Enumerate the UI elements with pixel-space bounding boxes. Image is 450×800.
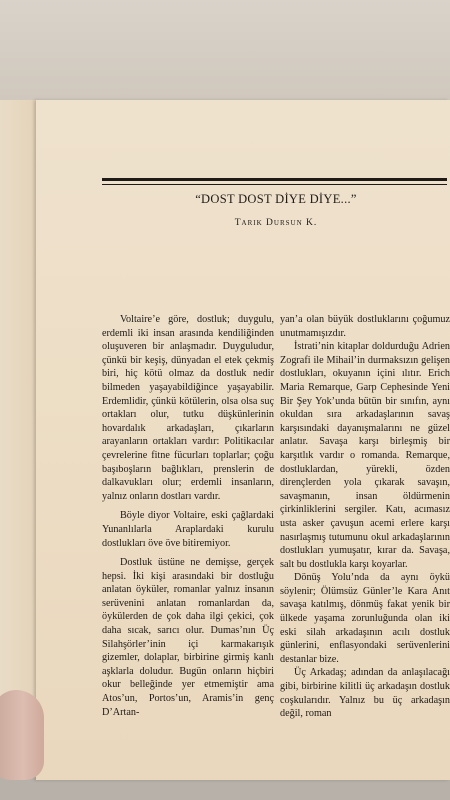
paragraph: İstrati’nin kitaplar doldurduğu Adrien Zografi ile Mihail’in durmaksızın gelişen dostlukları, okuyanın içini ılıtır. Erich Maria Remarque, Garp Cephesinde Yeni Bir Şey Yok’unda bütün bir sınıfın, aynı okuldan sıra arkadaşlarının savaş karşısındaki dayanışmalarını ne güzel anlatır. Savaşa karşı birleşmiş bir karşıtlık vardır o romanda. Remarque, dostluklardan, yürekli, özden dirençlerden yola çıkarak savaşın, savaşmanın, insan öldürmenin çirkinliklerini sergiler. Katı, acımasız usta asker çavuşun acemi erlere karşı nasırlaşmış tutumunu okul arkadaşlarının dostlukları yumuşatır, kırar da. Savaşa, salt bu dostlukla karşı koyarlar. [280,341,450,570]
right-column [280,313,450,721]
thumb [0,690,44,780]
paragraph: yan’a olan büyük dostluklarını çoğumuz unutmamışızdır. [280,314,450,339]
background-top [0,0,450,110]
book-page [36,100,450,780]
paragraph: Voltaire’e göre, dostluk; duygulu, erdemli iki insan arasında kendiliğinden oluşuveren bir anlaşmadır. Duyguludur, çünkü bir keşiş, dünyadan el etek çekmiş biri, hiç kötü olmaz da dostluk nedir bilmeden yaşayabildiğince yaşayabilir. Erdemlidir, çünkü kötülerin, olsa olsa suç ortakları olur, tutku düşkünlerinin hovardalık arkadaşları, çıkarların arayanların ortakları vardır: Politikacılar çevrelerine fitne fücurları toplarlar; çoğu başıboşların bağlıkları, prenslerin de dalkavukları olur; erdemli insanların, yalnız onların dostları vardır. [102,314,274,502]
paragraph: Böyle diyor Voltaire, eski çağlardaki Yunanlılarla Araplardaki kurulu dostlukları öve öve bitiremiyor. [102,510,274,549]
header-rule-thick [102,178,447,181]
paragraph: Dönüş Yolu’nda da aynı öykü söylenir; Ölümsüz Günler’le Kara Anıt savaşa katılmış, dönmüş fakat yenik bir ülkede yaşama zorunluğunda olan iki eski silah arkadaşının acılı dostluk günlerini, enflasyondaki serüvenlerini destanlar bize. [280,572,450,665]
article-title: “DOST DOST DİYE DİYE...” [195,192,357,206]
left-column [102,313,274,719]
header-rule-thin [102,184,447,185]
paragraph: Üç Arkadaş; adından da anlaşılacağı gibi, birbirine kilitli üç arkadaşın dostluk coşkularıdır. Yalnız bu üç arkadaşın değil, roman [280,667,450,720]
article-author: Tarık Dursun K. [234,218,318,228]
paragraph: Dostluk üstüne ne demişse, gerçek hepsi. İki kişi arasındaki bir dostluğu anlatan öyküler, romanlar yalnız insanın serüvenini anlatan romanlardan da, öykülerden de çok daha ilgi çekici, çok daha sıcak, sarıcı olur. Dumas’nın Üç Silahşörler’inin içi karmakarışık gizemler, dolaplar, birbirine girmiş kanlı aşklarla doludur. Bugün onların hiçbiri okur belleğinde yer etmemiştir ama Atos’un, Portos’un, Aramis’in genç D’Artan- [102,557,274,718]
